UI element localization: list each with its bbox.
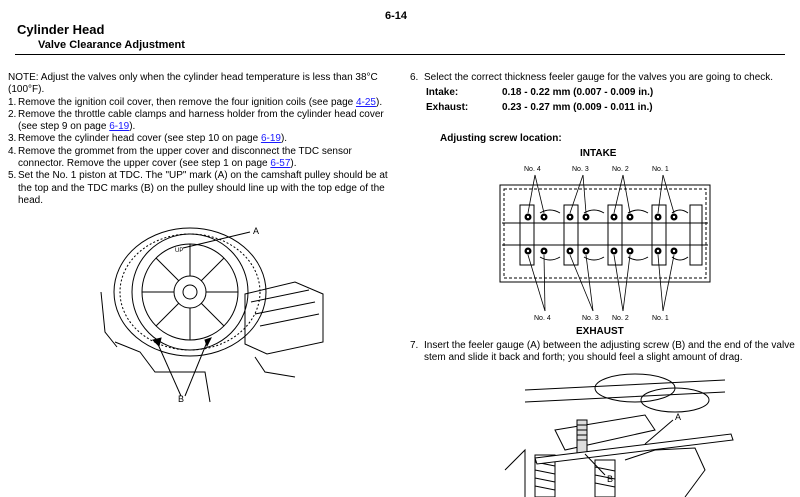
cylinder-head-diagram [490, 145, 720, 337]
step-7 [410, 340, 795, 365]
intake-screw-dot-center [543, 216, 545, 218]
spec-exhaust-value: 0.23 - 0.27 mm (0.009 - 0.011 in.) [502, 102, 653, 113]
intake-leader-line [570, 175, 583, 213]
label-b: B [178, 394, 185, 404]
intake-label: INTAKE [580, 148, 617, 159]
step-number: 5. [8, 170, 17, 182]
intake-screw-dot-center [629, 216, 631, 218]
intake-screw-dot-center [673, 216, 675, 218]
step-tail: ). [290, 158, 297, 170]
feeler-gauge-illustration [495, 370, 735, 497]
intake-screw-dot-center [585, 216, 587, 218]
intake-screw-dot-center [569, 216, 571, 218]
intake-leader-line [583, 175, 586, 213]
page-link-6-19[interactable]: 6-19 [109, 121, 130, 133]
intake-leader-line [658, 175, 663, 213]
step-text: Select the correct thickness feeler gauge for the valves you are going to check. [424, 72, 774, 83]
step-4 [8, 146, 400, 171]
label-a: A [253, 226, 260, 236]
exhaust-no-2: No. 2 [612, 315, 629, 322]
exhaust-screw-dot-center [527, 250, 529, 252]
exhaust-screw-dot-center [657, 250, 659, 252]
exhaust-screw-dot-center [569, 250, 571, 252]
step-text: Set the No. 1 piston at TDC. The "UP" mark (A) on the camshaft pulley should be at the top and the TDC marks (B) on the pulley should line up with the top edge of the head. [18, 170, 388, 206]
intake-no-3: No. 3 [572, 166, 589, 173]
gauge-label-a: A [675, 412, 682, 422]
intake-leader-line [623, 175, 630, 213]
step-2 [8, 109, 400, 134]
page-number: 6-14 [385, 10, 408, 22]
spec-intake-label: Intake: [426, 87, 459, 98]
step-6 [410, 72, 795, 84]
step-tail: ). [129, 121, 136, 133]
step-3 [8, 133, 400, 145]
intake-leader-line [663, 175, 674, 213]
page-subtitle: Valve Clearance Adjustment [38, 39, 185, 51]
intake-screw-dot-center [657, 216, 659, 218]
header-divider [15, 54, 785, 55]
exhaust-screw-dot-center [543, 250, 545, 252]
exhaust-no-4: No. 4 [534, 315, 551, 322]
up-mark: UP [175, 248, 184, 254]
step-text: Remove the cylinder head cover (see step 10 on page [18, 133, 261, 145]
step-text: Remove the grommet from the upper cover and disconnect the TDC sensor connector. Remove the upper cover (see step 1 on page [18, 145, 352, 170]
step-5 [8, 170, 400, 207]
intake-no-4: No. 4 [524, 166, 541, 173]
intake-no-1: No. 1 [652, 166, 669, 173]
exhaust-leader-line [623, 255, 630, 311]
intake-screw-dot-center [527, 216, 529, 218]
step-text: Insert the feeler gauge (A) between the adjusting screw (B) and the end of the valve stem and slide it back and forth; you should feel a slight amount of drag. [424, 340, 795, 364]
page-link-6-19[interactable]: 6-19 [260, 133, 281, 145]
intake-no-2: No. 2 [612, 166, 629, 173]
step-number: 6. [410, 72, 419, 83]
right-column [410, 72, 795, 84]
step-1 [8, 97, 400, 109]
page-title: Cylinder Head [17, 22, 105, 37]
intake-leader-line [535, 175, 544, 213]
exhaust-no-1: No. 1 [652, 315, 669, 322]
spec-exhaust-label: Exhaust: [426, 102, 469, 113]
intake-screw-dot-center [613, 216, 615, 218]
exhaust-screw-dot-center [629, 250, 631, 252]
spec-intake-value: 0.18 - 0.22 mm (0.007 - 0.009 in.) [502, 87, 654, 98]
adjusting-screw-heading: Adjusting screw location: [440, 133, 562, 144]
gauge-label-b: B [607, 474, 614, 484]
step-number: 1. [8, 96, 17, 108]
camshaft-pulley-illustration [95, 222, 325, 404]
exhaust-leader-line [544, 255, 545, 311]
exhaust-screw-dot-center [673, 250, 675, 252]
exhaust-leader-line [658, 255, 663, 311]
step-text: Remove the throttle cable clamps and harness holder from the cylinder head cover (see step 9 on page [18, 108, 384, 133]
page-link-6-57[interactable]: 6-57 [270, 158, 291, 170]
exhaust-label: EXHAUST [576, 326, 624, 337]
exhaust-leader-line [528, 255, 545, 311]
step-number: 2. [8, 108, 17, 120]
left-column [8, 72, 400, 207]
step-number: 7. [410, 340, 419, 351]
exhaust-screw-dot-center [585, 250, 587, 252]
exhaust-screw-dot-center [613, 250, 615, 252]
step-tail: ). [375, 96, 383, 108]
note-text: NOTE: Adjust the valves only when the cylinder head temperature is less than 38°C (100°F). [8, 72, 378, 96]
step-text: Remove the ignition coil cover, then remove the four ignition coils (see page [18, 96, 356, 108]
step-number: 4. [8, 145, 17, 157]
exhaust-no-3: No. 3 [582, 315, 599, 322]
exhaust-leader-line [663, 255, 674, 311]
step-number: 3. [8, 133, 17, 145]
step-7-container [410, 340, 795, 365]
page-link-4-25[interactable]: 4-25 [355, 96, 376, 108]
step-tail: ). [280, 133, 288, 145]
